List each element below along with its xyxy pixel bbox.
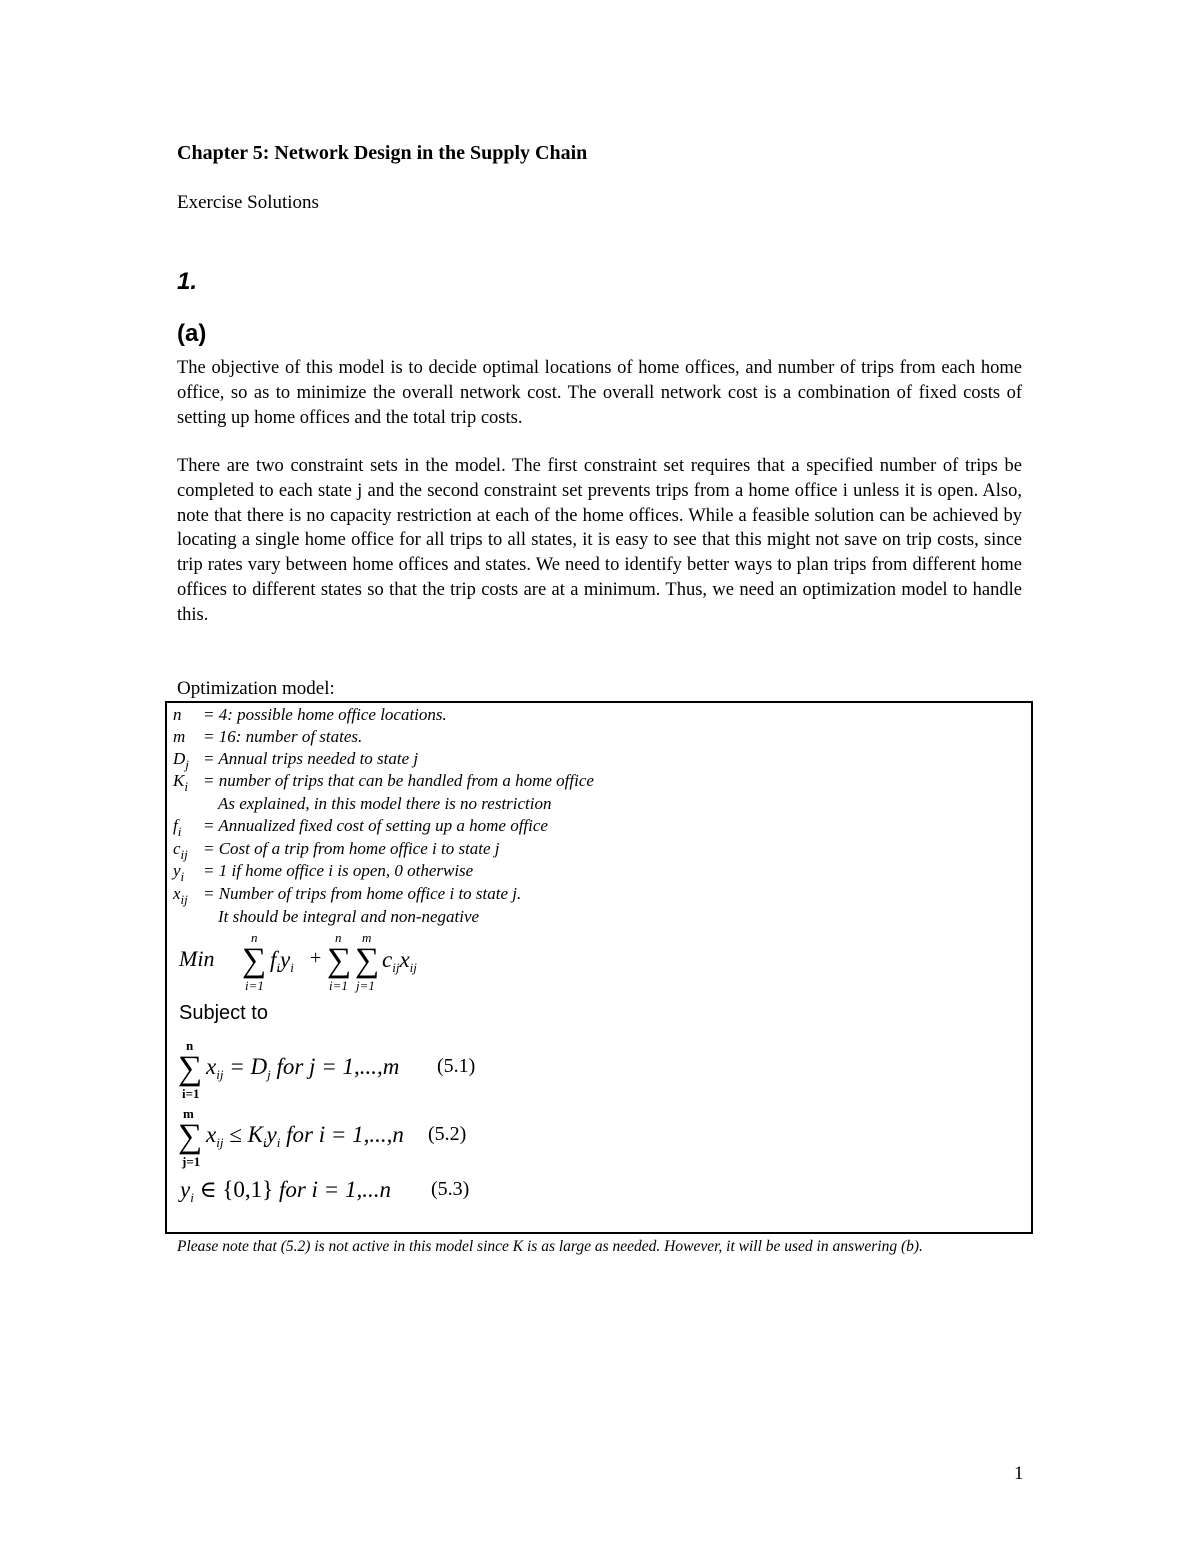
- constraint-capacity: $x_{ij} \le K_iy_i$ for i = 1,...,n: [206, 1122, 404, 1150]
- definition-line: $K_i$ = number of trips that can be handled from a home office: [173, 771, 594, 794]
- paragraph-constraints: There are two constraint sets in the model. The first constraint set requires that a specified number of trips be completed to each state j and the second constraint set prevents trips from a home office i unless it is open. Also, note that there is no capacity restriction at each of the home offices. While a feasible solution can be achieved by locating a single home office for all trips to all states, it is easy to see that this might not save on trip costs, since trip rates vary between home offices and states. We need to identify better ways to plan trips from different home offices to different states so that the trip costs are at a minimum. Thus, we need an optimization model to handle this.: [177, 456, 1022, 625]
- summation-sign: ∑: [178, 1050, 203, 1087]
- constraint-label: (5.3): [431, 1178, 470, 1200]
- objective-term-trips: $c_{ij}x_{ij}$: [382, 947, 417, 975]
- sum-lower-limit: i=1: [329, 978, 348, 993]
- constraint-demand: $x_{ij} = D_j$ for j = 1,...,m: [206, 1054, 400, 1082]
- definition-line: $f_i$ = Annualized fixed cost of setting up a home office: [173, 816, 548, 839]
- footnote: Please note that (5.2) is not active in this model since K is as large as needed. However, it will be used in answering (b).: [177, 1238, 923, 1255]
- sum-lower-limit: i=1: [182, 1086, 200, 1101]
- summation-sign: ∑: [327, 942, 352, 979]
- objective-min-label: Min: [179, 946, 215, 971]
- constraint-label: (5.2): [428, 1123, 467, 1145]
- sum-upper-limit: m: [362, 930, 372, 945]
- sum-upper-limit: m: [183, 1106, 194, 1121]
- page-number: 1: [1014, 1463, 1024, 1484]
- document-subtitle: Exercise Solutions: [177, 192, 319, 213]
- summation-sign: ∑: [178, 1118, 203, 1155]
- constraint-binary: $y_i$ ∈ {0,1} for i = 1,...n: [180, 1177, 391, 1205]
- constraint-label: (5.1): [437, 1055, 476, 1077]
- definition-line: m = 16: number of states.: [173, 727, 363, 746]
- sum-lower-limit: i=1: [245, 978, 264, 993]
- part-label: (a): [177, 320, 207, 347]
- sum-upper-limit: n: [186, 1038, 194, 1053]
- definition-line: $c_{ij}$ = Cost of a trip from home office i to state j: [173, 839, 500, 862]
- plus-sign: +: [310, 947, 322, 969]
- objective-term-fixed: $f_iy_i$: [270, 947, 294, 975]
- definition-line: $y_i = 1$ if home office i is open, 0 otherwise: [173, 861, 474, 884]
- subject-to-label: Subject to: [179, 1002, 268, 1024]
- summation-sign: ∑: [355, 942, 380, 979]
- model-label: Optimization model:: [177, 678, 335, 699]
- sum-upper-limit: n: [251, 930, 258, 945]
- definition-line: $x_{ij}$ = Number of trips from home office i to state j.: [173, 884, 522, 907]
- chapter-title: Chapter 5: Network Design in the Supply Chain: [177, 142, 588, 164]
- definition-note: As explained, in this model there is no restriction: [218, 794, 552, 813]
- exercise-number: 1.: [177, 268, 198, 295]
- definition-line: $D_j$ = Annual trips needed to state j: [173, 749, 419, 772]
- paragraph-objective: The objective of this model is to decide optimal locations of home offices, and number of trips from each home office, so as to minimize the overall network cost. The overall network cost is a combination of fixed costs of setting up home offices and the total trip costs.: [177, 358, 1022, 428]
- sum-lower-limit: j=1: [356, 978, 375, 993]
- sum-upper-limit: n: [335, 930, 342, 945]
- summation-sign: ∑: [242, 942, 267, 979]
- definition-line: n = 4: possible home office locations.: [173, 705, 447, 724]
- definition-note: It should be integral and non-negative: [218, 907, 480, 926]
- sum-lower-limit: j=1: [182, 1154, 201, 1169]
